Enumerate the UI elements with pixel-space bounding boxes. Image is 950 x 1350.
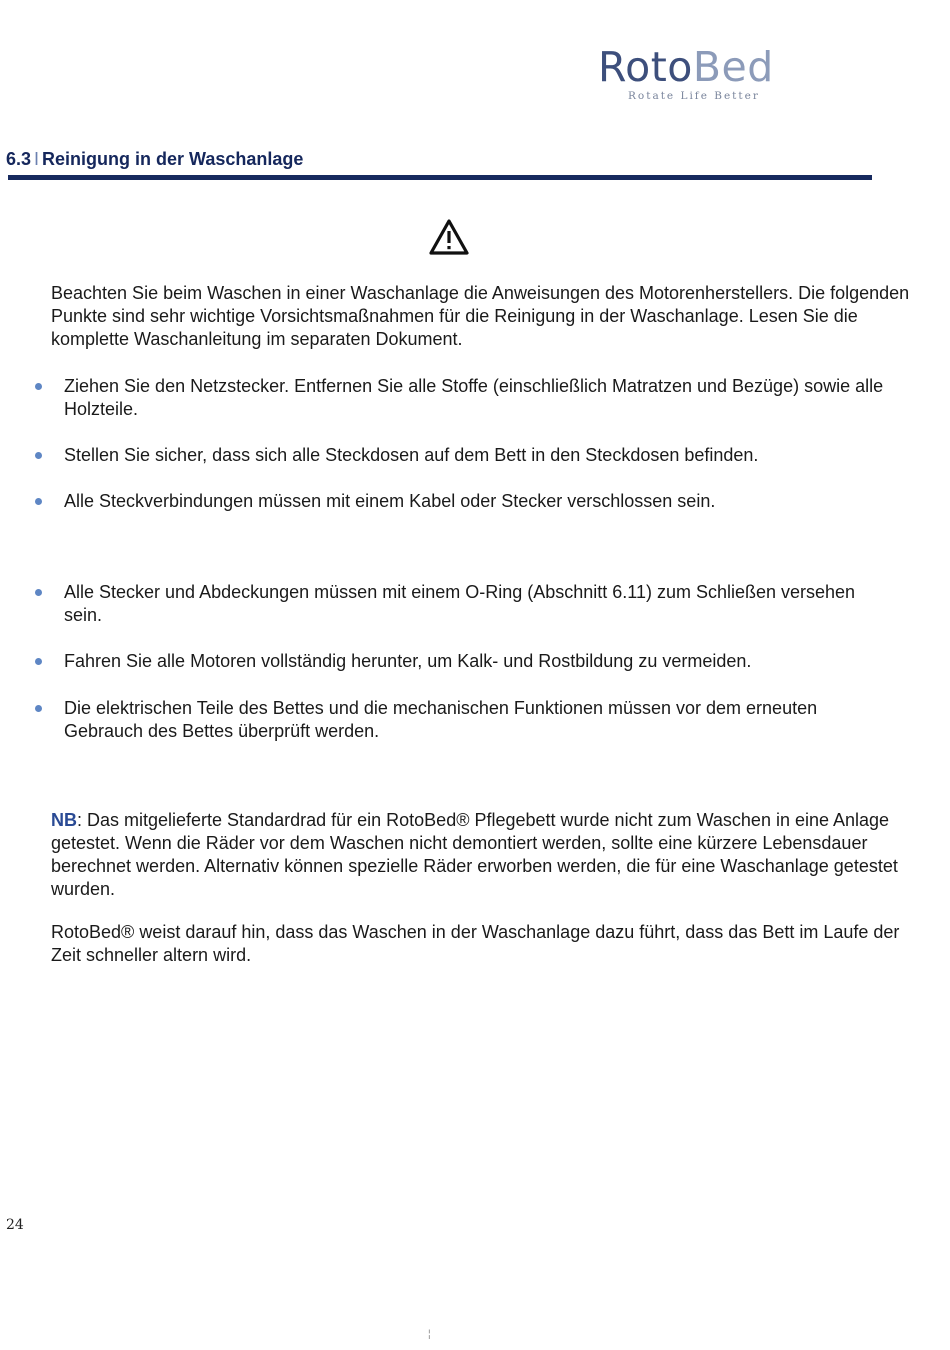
list-item-text: Ziehen Sie den Netzstecker. Entfernen Sie alle Stoffe (einschließlich Matratzen und Bezüge) sowie alle Holzteile. [64,376,884,419]
list-item-text: Alle Steckverbindungen müssen mit einem Kabel oder Stecker verschlossen sein. [64,491,716,511]
note-text: : Das mitgelieferte Standardrad für ein RotoBed® Pflegebett wurde nicht zum Waschen in eine Anlage getestet. Wenn die Räder vor dem Waschen nicht demontiert werden, sollte eine kürzere Lebensdauer berechnet werden. Alternativ können spezielle Räder erworben werden, die für eine Waschanlage getestet wurden. [51,810,898,899]
list-item-text: Fahren Sie alle Motoren vollständig herunter, um Kalk- und Rostbildung zu vermeiden. [64,651,752,671]
logo-bed: Bed [692,43,774,91]
list-item [35,444,895,467]
section-number: 6.3 [6,149,32,169]
note-paragraph [51,809,911,901]
list-item-text: Alle Stecker und Abdeckungen müssen mit einem O-Ring (Abschnitt 6.11) zum Schließen versehen sein. [64,582,856,625]
list-item-text: Die elektrischen Teile des Bettes und die mechanischen Funktionen müssen vor dem erneuten Gebrauch des Bettes überprüft werden. [64,698,818,741]
bullet-icon [35,658,42,665]
logo-wordmark [598,44,798,90]
list-item [35,650,895,673]
list-item [35,375,895,421]
bullet-icon [35,589,42,596]
heading-rule [8,175,872,180]
list-item [35,697,895,743]
bullet-icon [35,705,42,712]
list-item [35,581,895,627]
footer-mark: ¦ [428,1329,431,1340]
list-item [35,490,895,513]
warning-triangle-icon [429,219,469,255]
note-label: NB [51,810,77,830]
rotobed-logo [598,44,798,102]
bullet-icon [35,452,42,459]
bullet-icon [35,498,42,505]
logo-tagline: Rotate Life Better [628,90,760,102]
section-separator: I [34,149,40,169]
bullet-icon [35,383,42,390]
section-heading [6,149,303,170]
logo-roto: Roto [598,43,693,91]
list-item-text: Stellen Sie sicher, dass sich alle Steckdosen auf dem Bett in den Steckdosen befinden. [64,445,759,465]
section-title: Reinigung in der Waschanlage [42,149,304,169]
intro-paragraph: Beachten Sie beim Waschen in einer Waschanlage die Anweisungen des Motorenherstellers. Die folgenden Punkte sind sehr wichtige Vorsichtsmaßnahmen für die Reinigung in der Waschanlage. Lesen Sie die komplette Waschanleitung im separaten Dokument. [51,283,910,349]
page-number: 24 [6,1217,24,1233]
closing-paragraph: RotoBed® weist darauf hin, dass das Waschen in der Waschanlage dazu führt, dass das Bett im Laufe der Zeit schneller altern wird. [51,922,900,965]
